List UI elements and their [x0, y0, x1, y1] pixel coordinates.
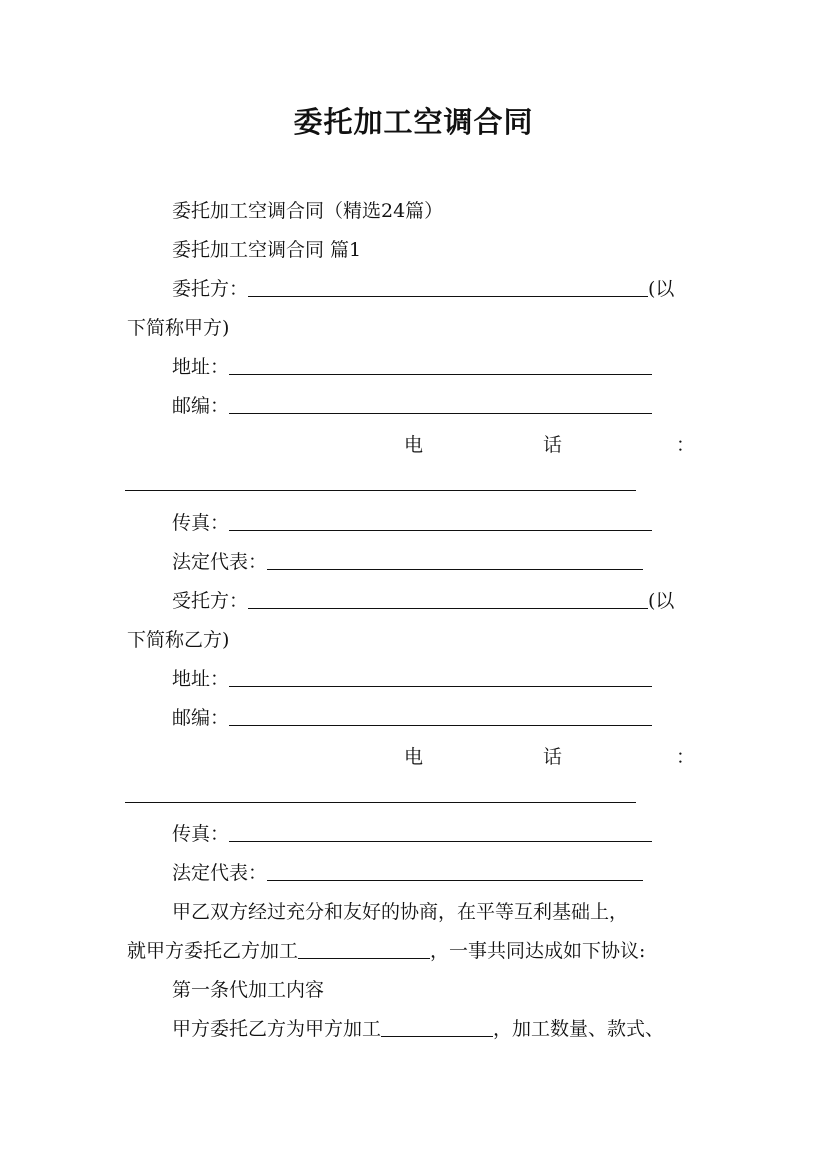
party-a-legal-rep-line	[172, 550, 643, 574]
party-a-label: 委托方：	[172, 278, 249, 300]
party-b-legal-rep-line	[172, 861, 643, 885]
party-b-legal-rep-blank	[267, 862, 643, 881]
party-a-phone-blank	[125, 490, 636, 491]
party-a-phone-colon: ：	[676, 434, 696, 456]
party-b-postcode-label: 邮编：	[172, 707, 230, 729]
party-a-postcode-label: 邮编：	[172, 395, 230, 417]
party-b-postcode-blank	[229, 707, 652, 726]
party-b-address-line	[172, 667, 652, 691]
party-b-postcode-line	[172, 706, 652, 730]
party-b-phone-char-1: 电	[404, 746, 424, 768]
party-b-line	[172, 589, 674, 613]
party-b-label: 受托方：	[172, 590, 249, 612]
clause-1-text-a: 甲方委托乙方为甲方加工	[172, 1018, 382, 1040]
party-b-alias: 下简称乙方)	[127, 629, 230, 651]
party-b-phone-colon: ：	[676, 746, 696, 768]
party-b-phone-char-2: 话	[543, 746, 563, 768]
party-a-fax-label: 传真：	[172, 512, 230, 534]
party-b-name-blank	[248, 590, 648, 609]
clause-1-heading: 第一条代加工内容	[172, 979, 325, 1001]
party-a-postcode-line	[172, 394, 652, 418]
document-subtitle: 委托加工空调合同（精选24篇）	[172, 200, 444, 222]
clause-1-item-blank	[381, 1018, 493, 1037]
party-a-address-blank	[229, 356, 652, 375]
party-b-legal-rep-label: 法定代表：	[172, 862, 268, 884]
party-a-line	[172, 277, 674, 301]
document-title: 委托加工空调合同	[293, 105, 534, 139]
clause-1-text-b: ，加工数量、款式、	[493, 1018, 665, 1040]
party-a-fax-blank	[229, 512, 652, 531]
clause-1-line-1	[172, 1017, 664, 1041]
party-a-address-line	[172, 355, 652, 379]
party-b-address-label: 地址：	[172, 668, 230, 690]
party-a-address-label: 地址：	[172, 356, 230, 378]
party-a-name-blank	[248, 278, 648, 297]
agreement-text-a: 就甲方委托乙方加工	[127, 940, 299, 962]
agreement-paragraph-line-1: 甲乙双方经过充分和友好的协商，在平等互利基础上，	[172, 901, 629, 923]
party-b-fax-line	[172, 822, 652, 846]
party-a-legal-rep-label: 法定代表：	[172, 551, 268, 573]
party-a-postcode-blank	[229, 395, 652, 414]
agreement-paragraph-line-2	[127, 939, 645, 963]
article-heading: 委托加工空调合同 篇1	[172, 239, 362, 261]
party-b-address-blank	[229, 668, 652, 687]
party-b-phone-blank	[125, 802, 636, 803]
party-a-tail: (以	[648, 278, 675, 300]
party-a-alias: 下简称甲方)	[127, 317, 230, 339]
party-a-legal-rep-blank	[267, 551, 643, 570]
party-a-phone-char-2: 话	[543, 434, 563, 456]
party-a-phone-char-1: 电	[404, 434, 424, 456]
party-a-fax-line	[172, 511, 652, 535]
processing-item-blank	[298, 940, 430, 959]
party-b-fax-label: 传真：	[172, 823, 230, 845]
party-b-fax-blank	[229, 823, 652, 842]
agreement-text-b: ，一事共同达成如下协议:	[430, 940, 646, 962]
party-b-tail: (以	[648, 590, 675, 612]
